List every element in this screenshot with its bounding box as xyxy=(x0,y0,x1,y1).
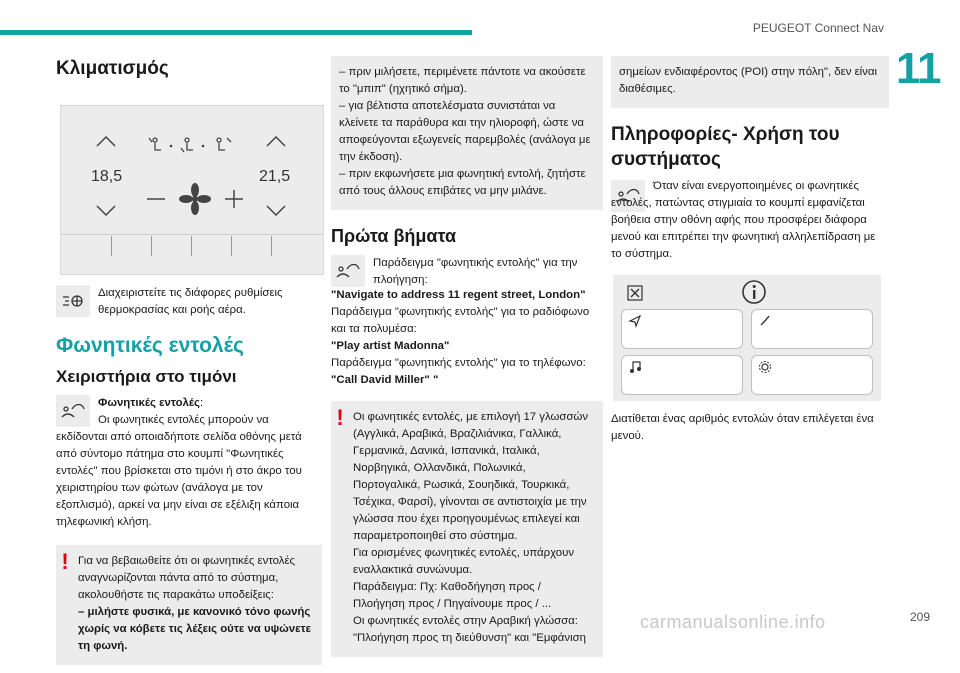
phone-example: "Call David Miller" " xyxy=(331,374,439,386)
voice-label-colon: : xyxy=(199,397,204,409)
synonyms-text: Για ορισμένες φωνητικές εντολές, υπάρχουν εναλλακτικά συνώνυμα. xyxy=(353,547,575,576)
tab-separator xyxy=(231,236,232,256)
navigation-menu-tile[interactable] xyxy=(621,309,743,349)
nav-example: "Navigate to address 11 regent street, London" xyxy=(331,289,586,301)
climate-title: Κλιματισμός xyxy=(56,58,169,79)
media-menu-tile[interactable] xyxy=(621,355,743,395)
chevron-down-icon xyxy=(265,204,287,218)
info-section-title: Πληροφορίες- Χρήση του συστήματος xyxy=(611,124,840,170)
tab-separator xyxy=(271,236,272,256)
radio-example: "Play artist Madonna" xyxy=(331,340,450,352)
close-icon xyxy=(627,285,643,301)
phone-menu-tile[interactable] xyxy=(751,309,873,349)
radio-example-intro: Παράδειγμα "φωνητικής εντολής" για το ραδιόφωνο και τα πολυμέσα: xyxy=(331,306,590,335)
column-2 xyxy=(331,50,603,665)
phone-example-intro: Παράδειγμα "φωνητικής εντολής" για το τηλέφωνο: xyxy=(331,357,586,369)
tips-note-continued xyxy=(331,56,603,210)
menu-commands-text: Διατίθεται ένας αριθμός εντολών όταν επιλέγεται ένα μενού. xyxy=(611,413,874,442)
synonyms-example: Παράδειγμα: Πχ: Καθοδήγηση προς / Πλοήγηση προς / Πηγαίνουμε προς / ... xyxy=(353,581,552,610)
watermark: carmanualsonline.info xyxy=(640,612,826,632)
navigation-icon xyxy=(628,314,642,328)
climate-settings-text: Διαχειριστείτε τις διάφορες ρυθμίσεις θερμοκρασίας και ροής αέρα. xyxy=(98,287,283,316)
music-note-icon xyxy=(628,360,642,374)
info-text: Όταν είναι ενεργοποιημένες οι φωνητικές εντολές, πατώντας στιγμιαία το κουμπί εμφανίζεται βοήθεια στην οθόνη αφής που προσφέρει διάφορα μενού και επιτρέπει την φωνητική αλληλεπίδραση με το σύστημα. xyxy=(611,180,876,260)
climate-panel xyxy=(60,105,324,275)
steering-controls-title: Χειριστήρια στο τιμόνι xyxy=(56,367,237,386)
chevron-down-icon xyxy=(95,204,117,218)
languages-text: Οι φωνητικές εντολές, με επιλογή 17 γλωσσών (Αγγλικά, Αραβικά, Βραζιλιάνικα, Γαλλικά, Γερμανικά, Δανικά, Ισπανικά, Ιταλικά, Νορβηγικά, Ολλανδικά, Πολωνικά, Πορτογαλικά, Ρωσικά, Σουηδικά, Τουρκικά, Τσέχικα, Φαρσί), γίνονται σε αντιστοιχία με την γλώσσα που έχει προηγουμένως επιλεγεί και παραμετροποιηθεί στο σύστημα. xyxy=(353,411,589,542)
note-bold-tip: – μιλήστε φυσικά, με κανονικό τόνο φωνής χωρίς να κόβετε τις λέξεις ούτε να υψώνετε τη φωνή. xyxy=(78,606,312,652)
chevron-up-icon xyxy=(95,134,117,148)
arabic-note-continued xyxy=(611,56,889,108)
temperature-left: 18,5 xyxy=(91,168,123,185)
warning-icon: ! xyxy=(336,405,344,430)
fan-control-icons xyxy=(145,182,245,216)
tab-separator xyxy=(111,236,112,256)
arabic-note: Οι φωνητικές εντολές στην Αραβική γλώσσα: "Πλοήγηση προς τη διεύθυνση" και "Εμφάνιση xyxy=(353,615,586,644)
temperature-right: 21,5 xyxy=(259,168,291,185)
info-icon xyxy=(741,279,767,305)
voice-command-icon xyxy=(331,255,365,287)
climate-settings-icon xyxy=(56,285,90,317)
arabic-note-end: σημείων ενδιαφέροντος (POI) στην πόλη", δεν είναι διαθέσιμες. xyxy=(619,66,877,95)
voice-section-title: Φωνητικές εντολές xyxy=(56,334,244,357)
tab-separator xyxy=(151,236,152,256)
brand-title: PEUGEOT Connect Nav xyxy=(752,21,884,35)
column-3 xyxy=(611,50,889,445)
column-1 xyxy=(56,50,322,673)
tip-2: – για βέλτιστα αποτελέσματα συνιστάται να κλείνετε τα παράθυρα και την ηλιοροφή, ώστε να αποφεύγονται εξωγενείς παρεμβολές (ανάλογα με την έκδοση). xyxy=(339,100,591,163)
tab-separator xyxy=(191,236,192,256)
warning-icon: ! xyxy=(61,549,69,574)
voice-tips-note xyxy=(56,545,322,665)
tip-1: – πριν μιλήσετε, περιμένετε πάντοτε να ακούσετε το "μπιπ" (ηχητικό σήμα). xyxy=(339,66,586,95)
voice-help-screen xyxy=(613,275,881,401)
gear-icon xyxy=(758,360,772,374)
panel-divider xyxy=(61,234,323,235)
nav-example-intro: Παράδειγμα "φωνητικής εντολής" για την πλοήγηση: xyxy=(373,257,578,286)
first-steps-row xyxy=(331,255,603,289)
header-accent-bar xyxy=(0,30,472,35)
languages-note xyxy=(331,401,603,657)
chevron-up-icon xyxy=(265,134,287,148)
settings-menu-tile[interactable] xyxy=(751,355,873,395)
chapter-number: 11 xyxy=(896,44,941,93)
voice-label: Φωνητικές εντολές xyxy=(98,397,200,409)
note-text: Για να βεβαιωθείτε ότι οι φωνητικές εντολές αναγνωρίζονται πάντα από το σύστημα, ακολουθήστε τις παρακάτω υποδείξεις: xyxy=(78,555,296,601)
page-number: 209 xyxy=(909,610,930,624)
phone-icon xyxy=(758,314,772,328)
first-steps-title: Πρώτα βήματα xyxy=(331,226,457,246)
voice-description: Οι φωνητικές εντολές μπορούν να εκδίδονται από οποιαδήποτε σελίδα οθόνης μετά από σύντομο πάτημα στο κουμπί "Φωνητικές εντολές" που βρίσκεται στο τιμόνι ή στο άκρο του χειριστηρίου των φώτων (ανάλογα με τον εξοπλισμό), αρκεί να μην είναι σε εξέλιξη κάποια τηλεφωνική κλήση. xyxy=(56,414,302,528)
air-distribution-icons xyxy=(147,134,243,158)
voice-command-icon xyxy=(56,395,90,427)
climate-settings-row xyxy=(56,285,322,319)
tip-3: – πριν εκφωνήσετε μια φωνητική εντολή, ζητήστε από τους άλλους επιβάτες να μην μιλάνε. xyxy=(339,168,586,197)
